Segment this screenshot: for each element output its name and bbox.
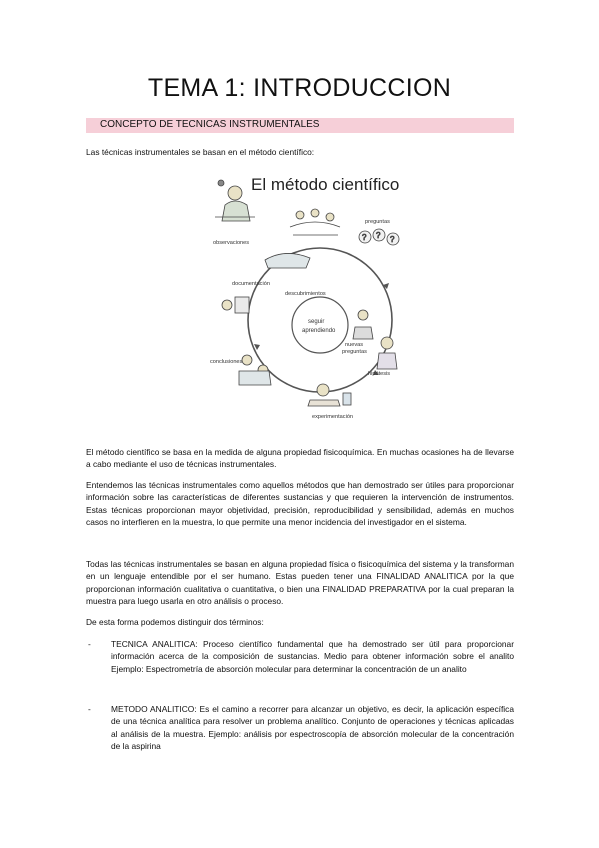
term-text: TECNICA ANALITICA: Proceso científico fundamental que ha demostrado ser útil para proporcionar información acerca de la composición de sustancias. Medio para obtener información sobre el analito Ejemplo: Espectrometría de absorción molecular para determinar la concentración de un analito: [111, 639, 514, 674]
scientific-method-diagram: [205, 165, 405, 425]
svg-text:?: ?: [376, 231, 381, 240]
inner-circle: [292, 297, 348, 353]
hipotesis-sketch: [377, 337, 397, 369]
intro-line: Las técnicas instrumentales se basan en el método científico:: [86, 147, 315, 157]
preguntas-sketch: [359, 229, 399, 245]
figure-label-conclusiones: conclusiones: [210, 359, 243, 365]
list-dash: -: [88, 704, 91, 714]
figure-label-descubrimientos: descubrimientos: [285, 291, 326, 297]
figure-label-nuevas: nuevas: [345, 342, 364, 348]
term-text: METODO ANALITICO: Es el camino a recorrer para alcanzar un objetivo, es decir, la aplicación específica de una técnica analítica para resolver un problema analítico. Conjunto de operaciones y técnicas aplicadas al análisis de la muestra. Ejemplo: análisis por espectroscopía de absorción molecular de la concentración de la aspirina: [111, 704, 514, 752]
paragraph-4: De esta forma podemos distinguir dos términos:: [86, 617, 264, 627]
figure-label-observaciones: observaciones: [213, 240, 250, 246]
scientists-group-sketch: [290, 209, 340, 235]
paragraph-1: El método científico se basa en la medida de alguna propiedad fisicoquímica. En muchas ocasiones ha de llevarse a cabo mediante el uso de técnicas instrumentales.: [86, 447, 514, 470]
page-title: TEMA 1: INTRODUCCION: [147, 74, 452, 102]
figure-label-hipotesis: hipótesis: [368, 371, 391, 377]
figure-label-aprendiendo: aprendiendo: [302, 328, 336, 334]
figure-label-documentacion: documentación: [232, 281, 270, 287]
figure-label-experimentacion: experimentación: [312, 414, 354, 420]
descubrimientos-sketch: [265, 253, 310, 268]
observaciones-sketch: [215, 180, 255, 221]
documentacion-sketch: [222, 297, 249, 313]
figure-label-nuevas-preguntas: preguntas: [342, 349, 367, 355]
scientific-method-illustration: [205, 165, 405, 425]
list-dash: -: [88, 639, 91, 649]
section-heading: CONCEPTO DE TECNICAS INSTRUMENTALES: [100, 119, 320, 130]
paragraph-2: Entendemos las técnicas instrumentales como aquellos métodos que han demostrado ser útiles para proporcionar información sobre las características de diferentes sustancias y que requieren la intervención de instrumentos. Estas técnicas proporcionan mayor objetividad, precisión, reproducibilidad y sensibilidad, además en muchos casos no interfieren en la muestra, lo que permite una menor incidencia del investigador en el sistema.: [86, 480, 514, 528]
figure-title: El método científico: [251, 175, 400, 194]
svg-text:?: ?: [362, 233, 367, 242]
figure-label-preguntas: preguntas: [365, 219, 390, 225]
svg-text:?: ?: [390, 235, 395, 244]
paragraph-3: Todas las técnicas instrumentales se basan en alguna propiedad física o fisicoquímica del sistema y la transforman en un lenguaje entendible por el ser humano. Estas pueden tener una FINALIDAD ANALITICA por la que proporcionan información cualitativa o cuantitativa, o bien una FINALIDAD PREPARATIVA por la cual preparan la muestra para luego usarla en otro análisis o proceso.: [86, 559, 514, 607]
nuevas-preguntas-sketch: [353, 310, 373, 339]
figure-label-seguir: seguir: [308, 319, 325, 325]
conclusiones-sketch: [239, 355, 271, 385]
section-heading-bar: [86, 118, 514, 133]
